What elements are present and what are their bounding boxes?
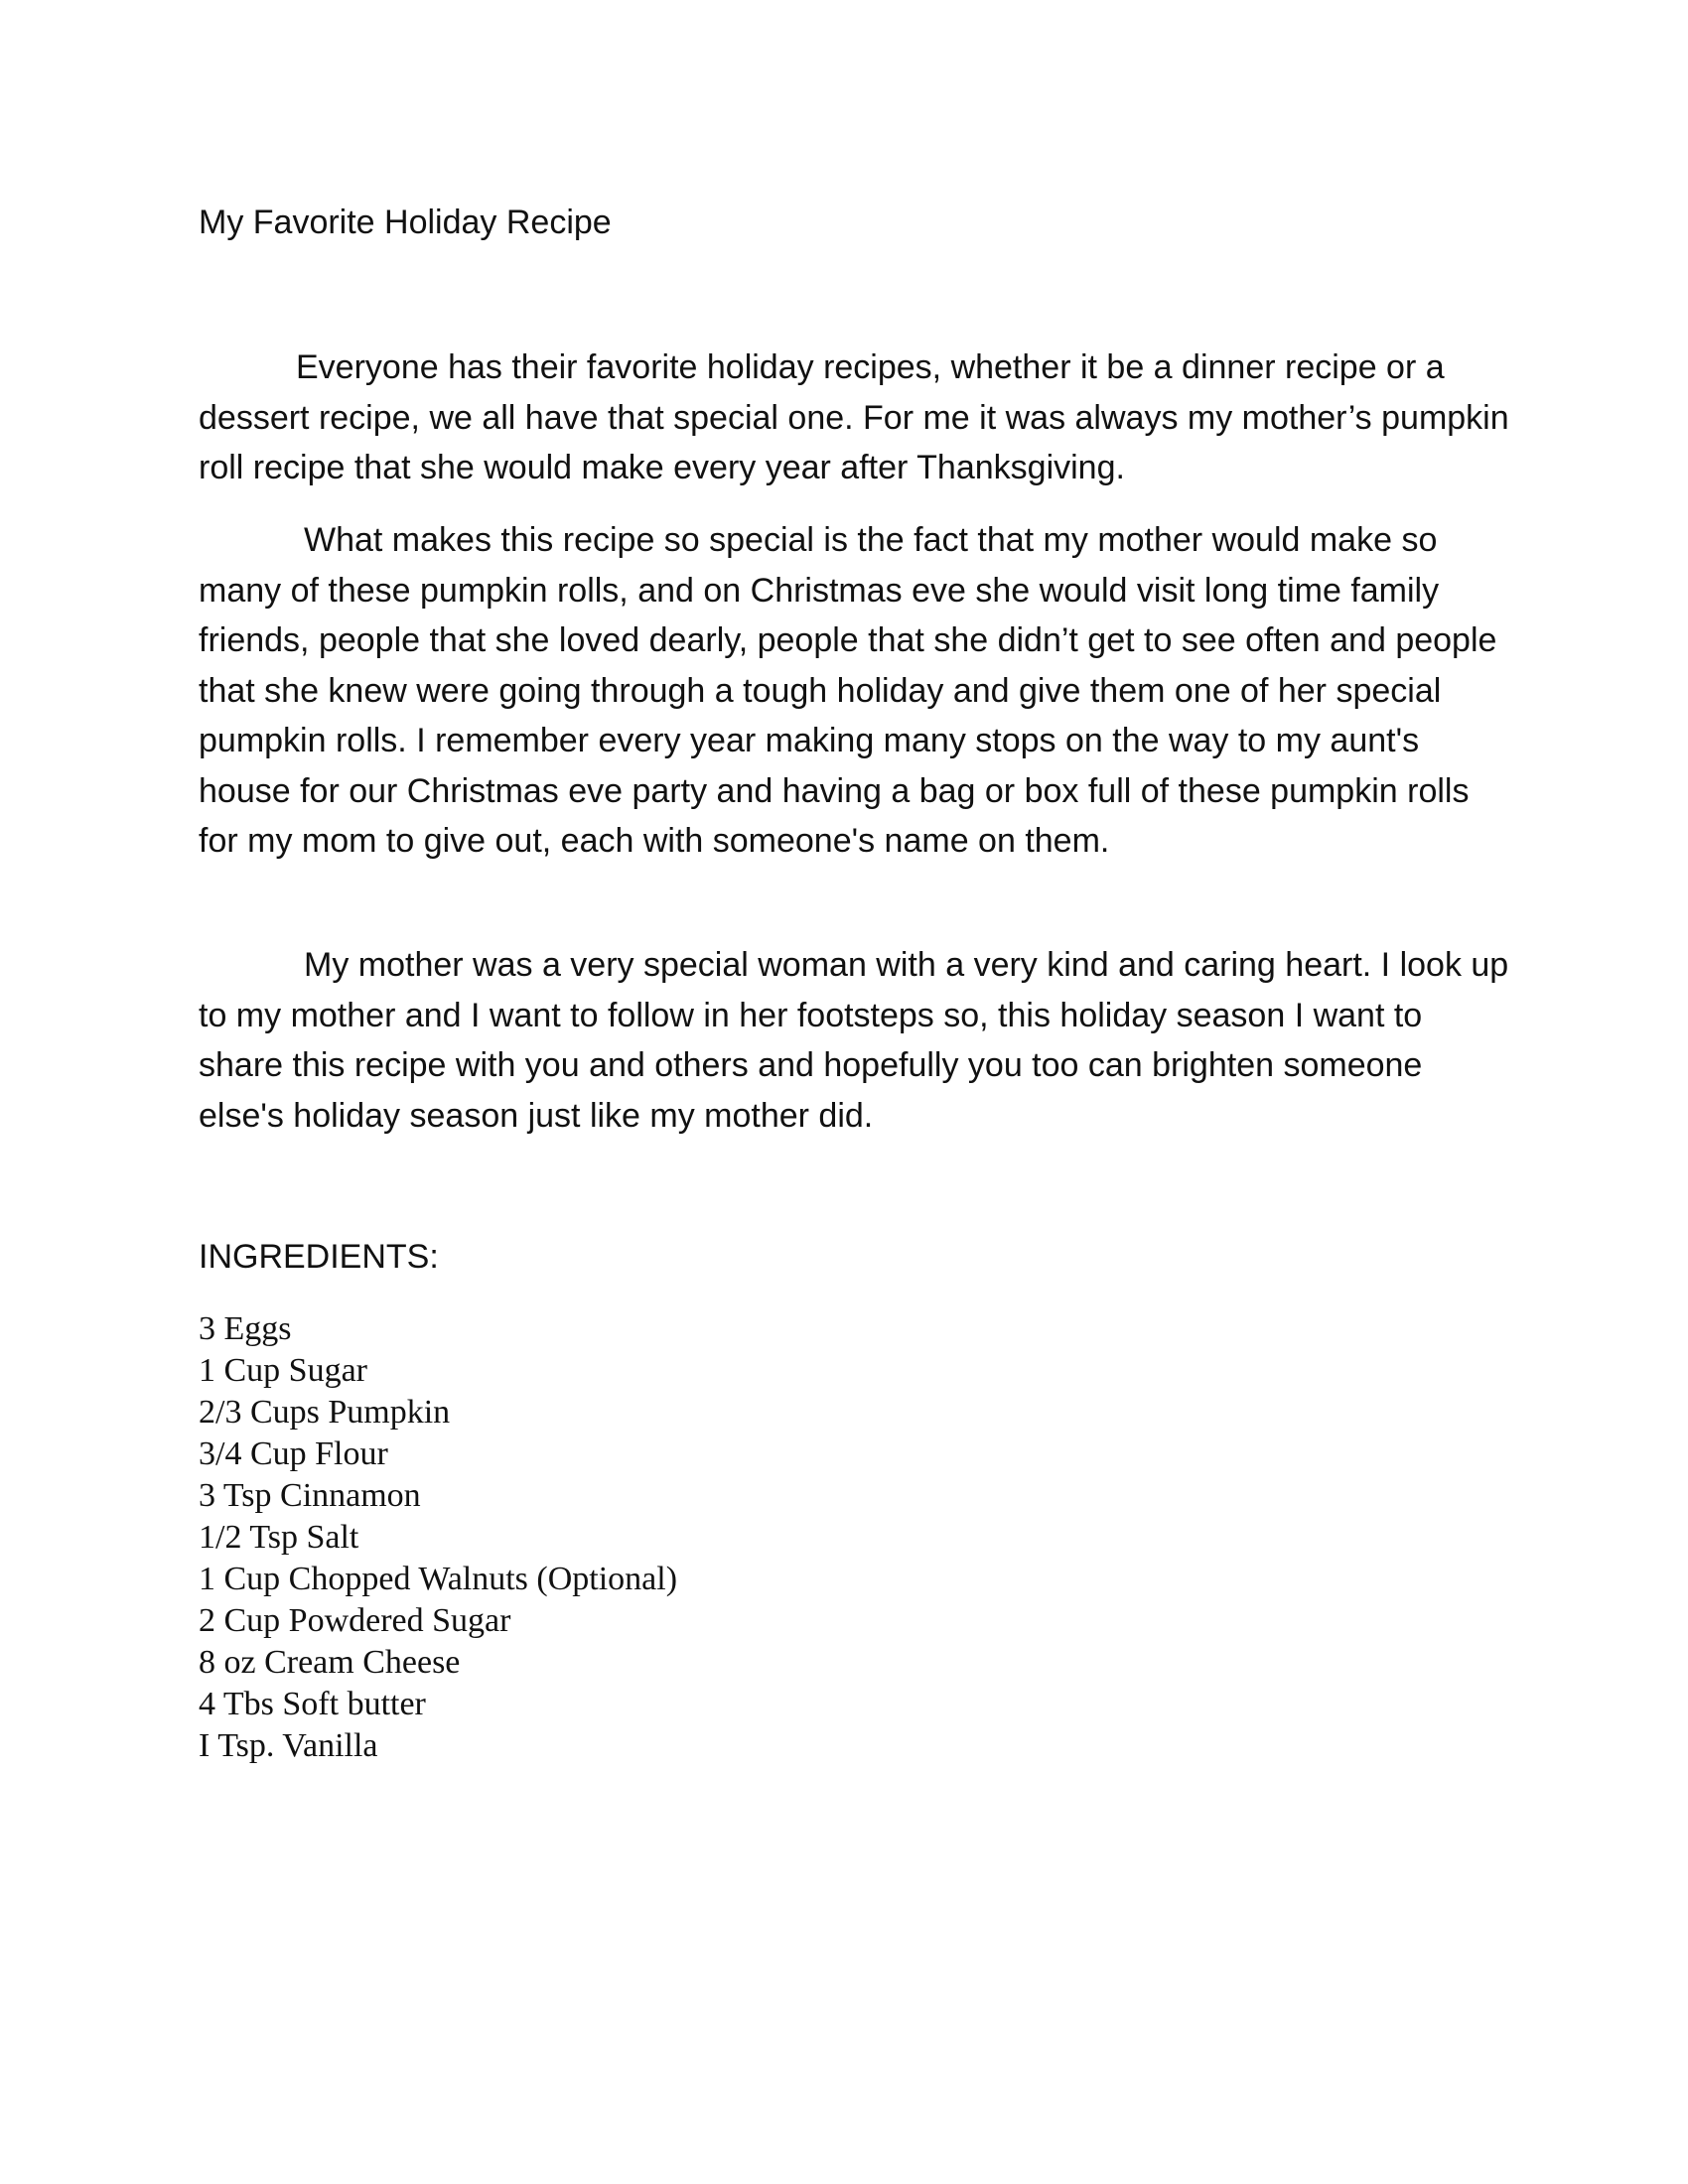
ingredients-list xyxy=(199,1308,677,1767)
ingredient-item: 4 Tbs Soft butter xyxy=(199,1686,426,1722)
ingredient-item: 8 oz Cream Cheese xyxy=(199,1644,461,1681)
ingredient-item: 1 Cup Sugar xyxy=(199,1352,367,1389)
ingredient-item: 1/2 Tsp Salt xyxy=(199,1519,359,1556)
ingredient-item: 2/3 Cups Pumpkin xyxy=(199,1394,451,1431)
ingredients-heading: INGREDIENTS: xyxy=(199,1238,439,1276)
intro-paragraph: Everyone has their favorite holiday recipes, whether it be a dinner recipe or a dessert recipe, we all have that special one. For me it was always my mother’s pumpkin roll recipe that she would make every year after Thanksgiving. xyxy=(199,348,1509,486)
story-paragraph: What makes this recipe so special is the fact that my mother would make so many of these pumpkin rolls, and on Christmas eve she would visit long time family friends, people that she loved dearly, people that she didn’t get to see often and people that she knew were going through a tough holiday and give them one of her special pumpkin rolls. I remember every year making many stops on the way to my aunt's house for our Christmas eve party and having a bag or box full of these pumpkin rolls for my mom to give out, each with someone's name on them. xyxy=(199,521,1497,860)
ingredient-item: 1 Cup Chopped Walnuts (Optional) xyxy=(199,1561,678,1597)
ingredient-item: 3 Tsp Cinnamon xyxy=(199,1477,421,1514)
closing-paragraph: My mother was a very special woman with a very kind and caring heart. I look up to my mother and I want to follow in her footsteps so, this holiday season I want to share this recipe with you and others and hopefully you too can brighten someone else's holiday season just like my mother did. xyxy=(199,946,1509,1135)
ingredient-item: 2 Cup Powdered Sugar xyxy=(199,1602,511,1639)
ingredient-item: I Tsp. Vanilla xyxy=(199,1727,378,1764)
ingredient-item: 3 Eggs xyxy=(199,1310,292,1347)
page-title: My Favorite Holiday Recipe xyxy=(199,204,612,241)
ingredient-item: 3/4 Cup Flour xyxy=(199,1435,388,1472)
